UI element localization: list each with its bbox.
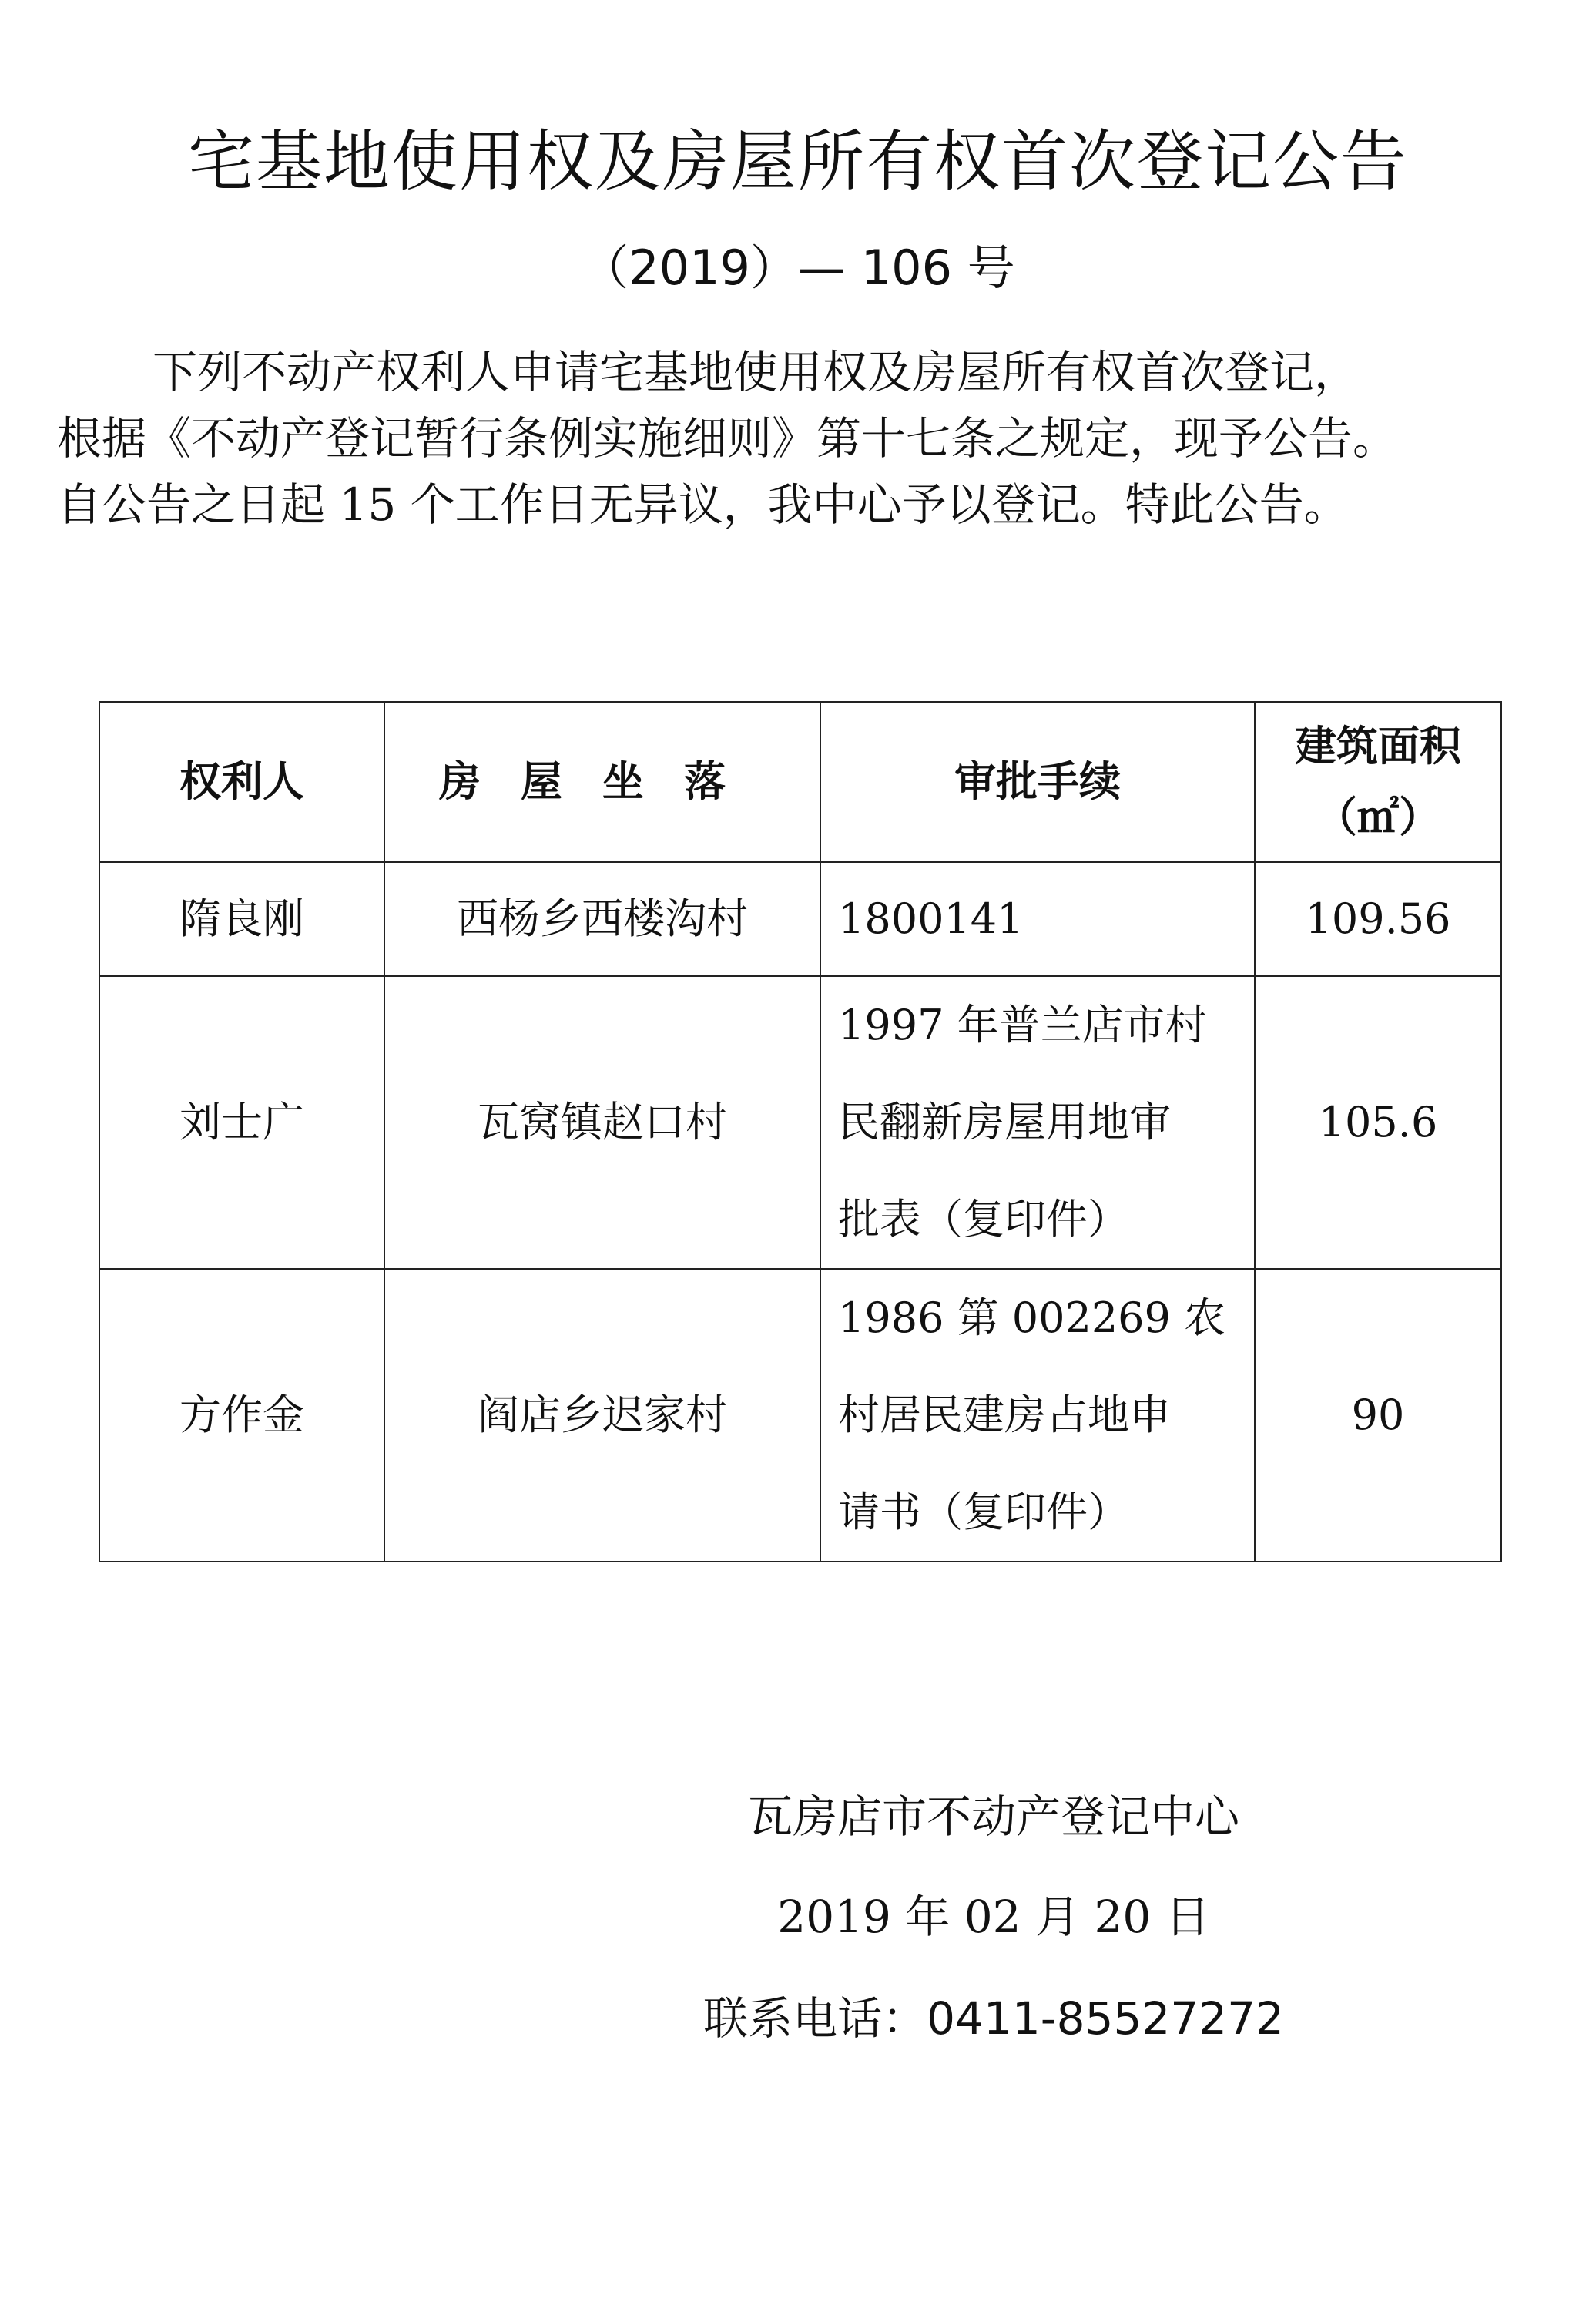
notice-body-line: 下列不动产权利人申请宅基地使用权及房屋所有权首次登记， — [153, 346, 1360, 398]
header-location — [384, 702, 820, 862]
notice-body-line: 自公告之日起 15 个工作日无异议，我中心予以登记。特此公告。 — [57, 478, 1349, 531]
cell-holder: 方作金 — [99, 1269, 384, 1562]
notice-body-line: 根据《不动产登记暂行条例实施细则》第十七条之规定，现予公告。 — [57, 412, 1398, 465]
cell-approval — [820, 862, 1255, 976]
cell-location: 西杨乡西楼沟村 — [384, 862, 820, 976]
header-area-label: 建筑面积 — [1295, 722, 1461, 770]
cell-area: 109.56 — [1255, 862, 1501, 976]
registration-table — [99, 701, 1502, 1562]
header-location-text: 房屋坐落 — [439, 757, 766, 806]
approval-line: 1800141 — [838, 894, 1024, 943]
approval-line: 1986 第 002269 农 — [838, 1294, 1226, 1342]
cell-approval — [820, 1269, 1255, 1562]
cell-area: 105.6 — [1255, 976, 1501, 1269]
cell-holder: 刘士广 — [99, 976, 384, 1269]
approval-line: 请书（复印件） — [838, 1488, 1129, 1536]
contact-phone: 联系电话：0411-85527272 — [703, 1992, 1284, 2045]
cell-approval — [820, 976, 1255, 1269]
approval-line: 村居民建房占地申 — [838, 1391, 1171, 1439]
header-area — [1255, 702, 1501, 862]
table-row — [99, 862, 1501, 976]
header-holder: 权利人 — [99, 702, 384, 862]
issue-date: 2019 年 02 月 20 日 — [777, 1891, 1210, 1943]
header-approval: 审批手续 — [820, 702, 1255, 862]
approval-line: 1997 年普兰店市村 — [838, 1001, 1207, 1049]
cell-location: 阎店乡迟家村 — [384, 1269, 820, 1562]
table-row — [99, 1269, 1501, 1562]
notice-title: 宅基地使用权及房屋所有权首次登记公告 — [188, 123, 1408, 200]
approval-line: 民翻新房屋用地审 — [838, 1098, 1171, 1146]
table-header-row — [99, 702, 1501, 862]
approval-line: 批表（复印件） — [838, 1195, 1129, 1243]
table-row — [99, 976, 1501, 1269]
document-number: （2019）— 106 号 — [581, 240, 1015, 296]
cell-area: 90 — [1255, 1269, 1501, 1562]
notice-body — [57, 339, 1582, 538]
cell-holder: 隋良刚 — [99, 862, 384, 976]
header-area-unit: （㎡） — [1316, 793, 1440, 841]
cell-location: 瓦窝镇赵口村 — [384, 976, 820, 1269]
issuer-name: 瓦房店市不动产登记中心 — [747, 1790, 1239, 1843]
